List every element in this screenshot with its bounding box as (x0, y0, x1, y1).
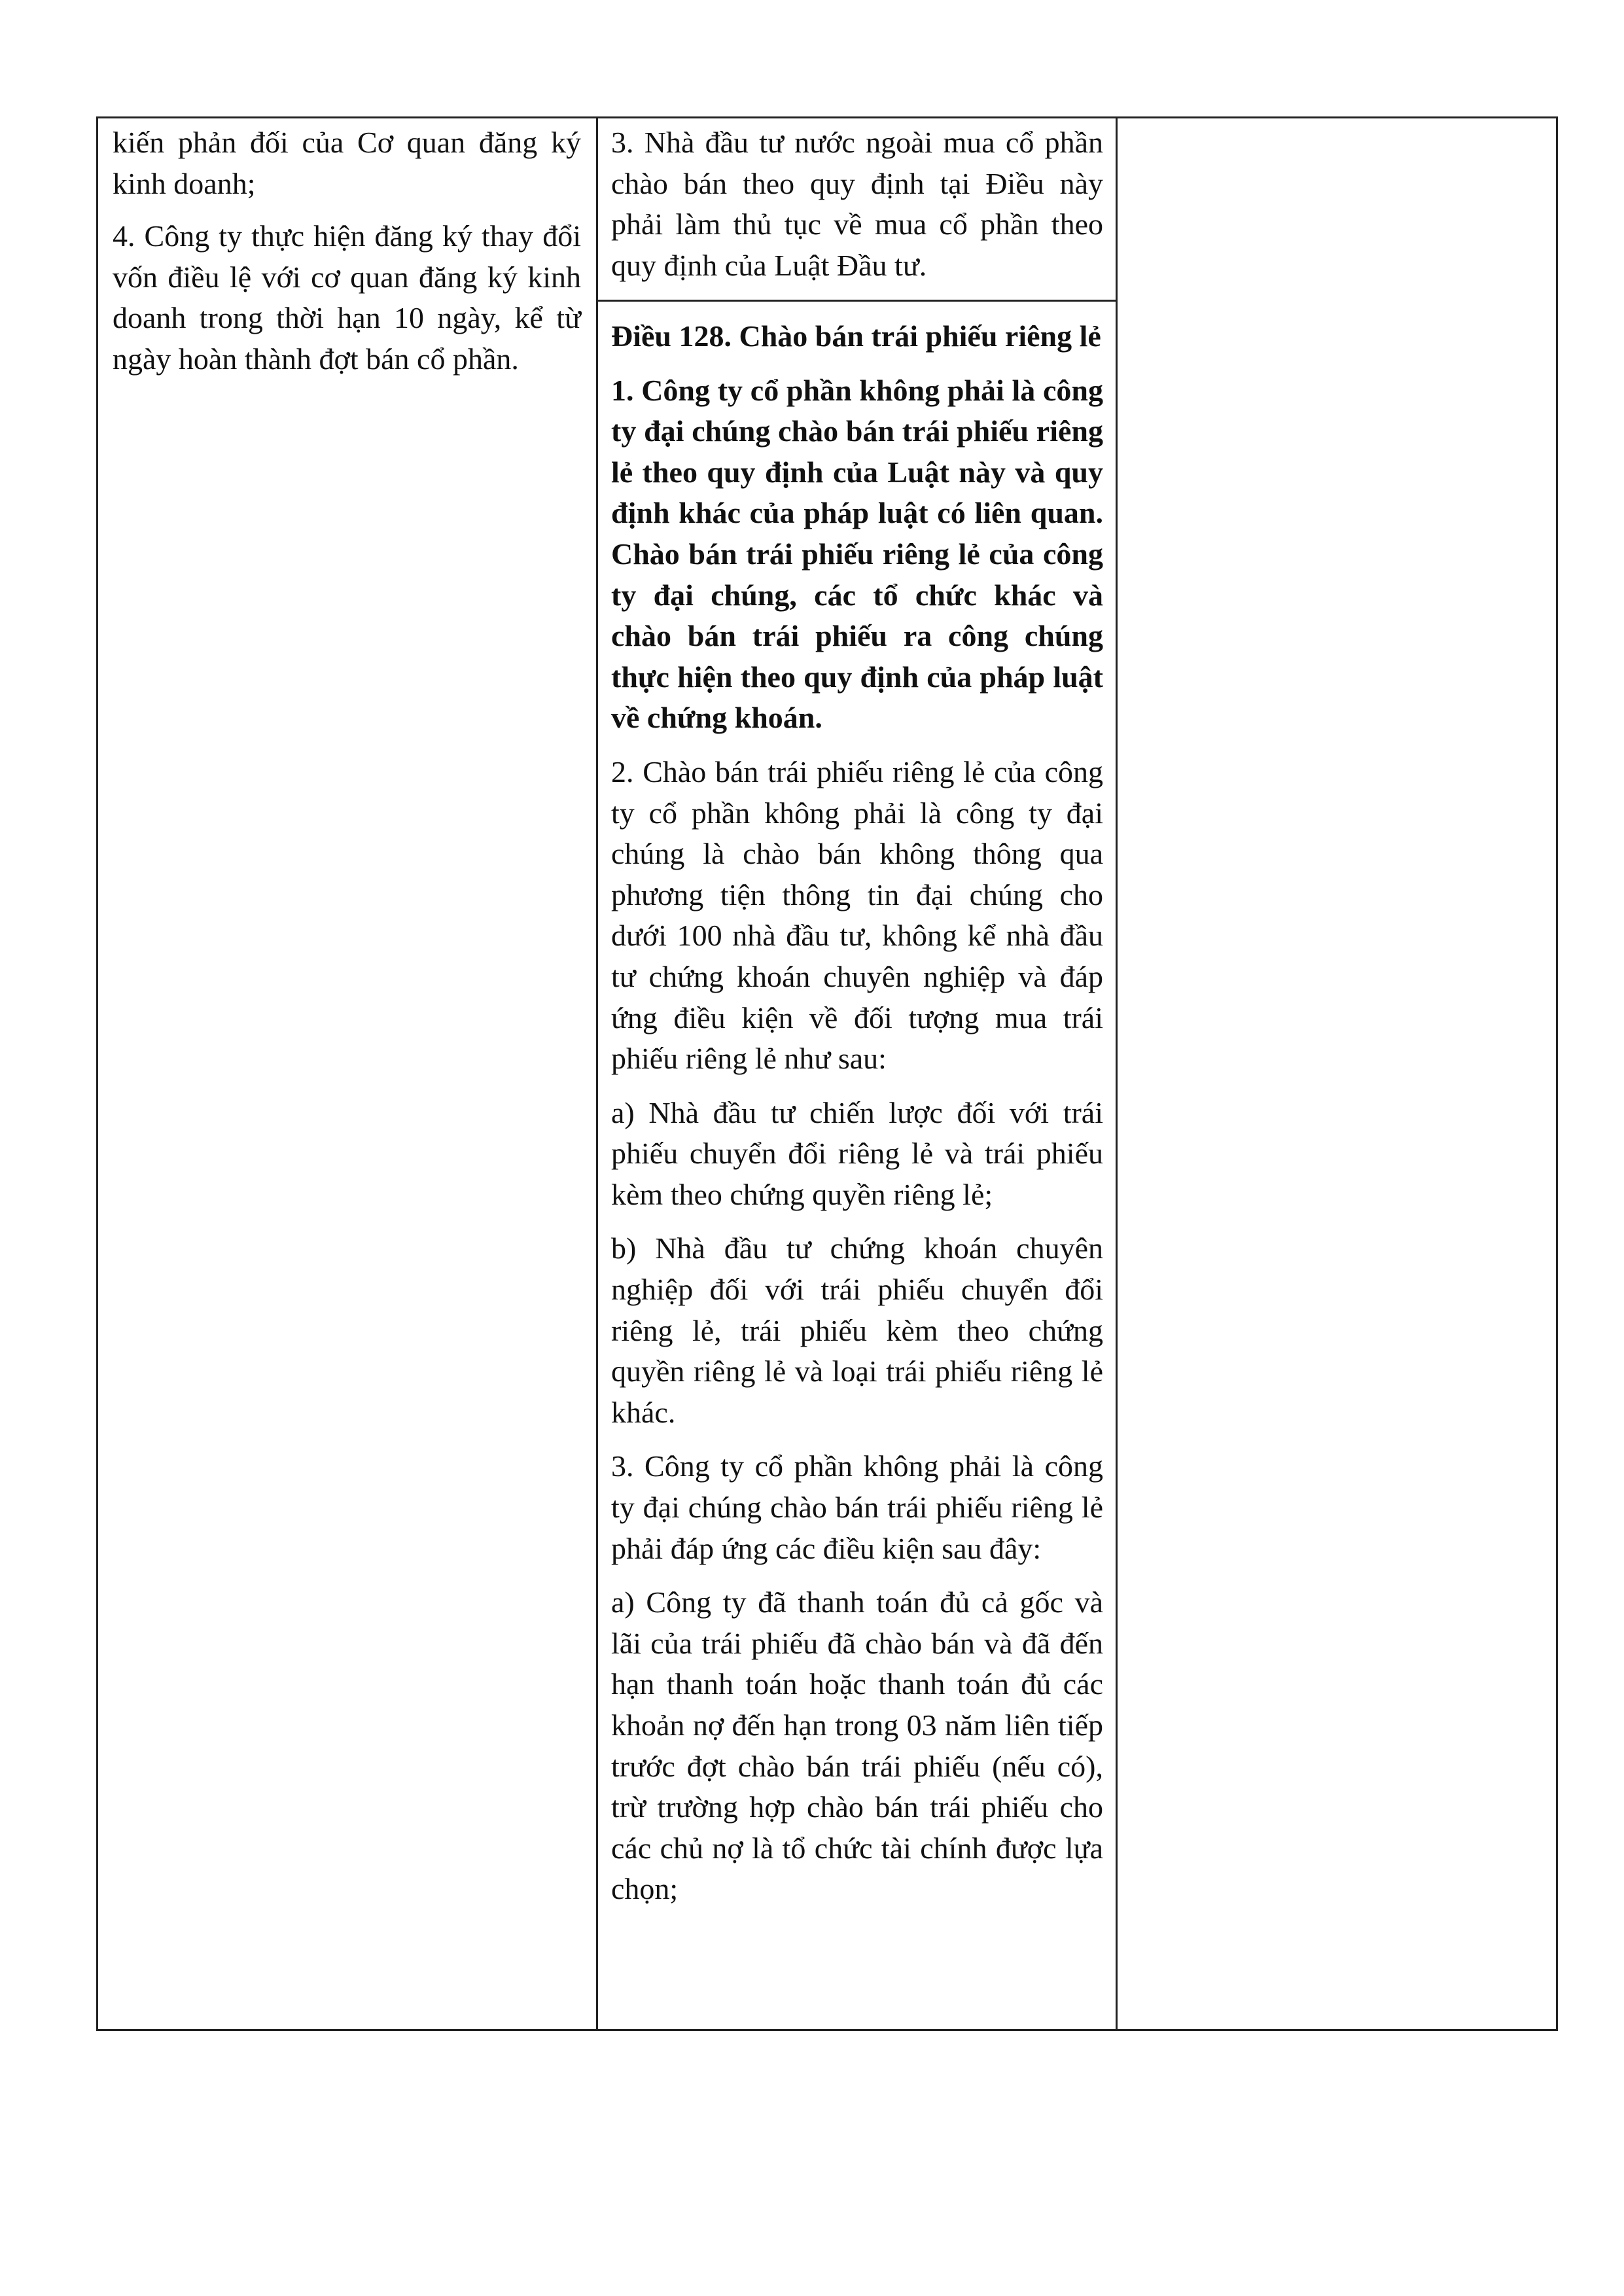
left-paragraph: kiến phản đối của Cơ quan đăng ký kinh doanh; (113, 126, 581, 200)
clause-2-paragraph: 2. Chào bán trái phiếu riêng lẻ của công ty cổ phần không phải là công ty đại chúng là chào bán không thông qua phương tiện thông tin đại chúng cho dưới 100 nhà đầu tư, không kể nhà đầu tư chứng khoán chuyên nghiệp và đáp ứng điều kiện về đối tượng mua trái phiếu riêng lẻ như sau: (611, 754, 1103, 1076)
middle-bottom-cell (611, 302, 1103, 1910)
clause-2b-paragraph: b) Nhà đầu tư chứng khoán chuyên nghiệp đối với trái phiếu chuyển đổi riêng lẻ, trái phiếu kèm theo chứng quyền riêng lẻ và loại trái phiếu riêng lẻ khác. (611, 1231, 1103, 1429)
article-heading: Điều 128. Chào bán trái phiếu riêng lẻ (611, 319, 1101, 353)
middle-top-cell (611, 118, 1103, 286)
left-column-cell (113, 118, 581, 392)
column-divider-left (596, 118, 598, 2029)
comparison-table (96, 116, 1558, 2031)
clause-3-paragraph: 3. Công ty cổ phần không phải là công ty đại chúng chào bán trái phiếu riêng lẻ phải đáp ứng các điều kiện sau đây: (611, 1449, 1103, 1565)
clause-3a-paragraph: a) Công ty đã thanh toán đủ cả gốc và lãi của trái phiếu đã chào bán và đã đến hạn thanh toán hoặc thanh toán đủ các khoản nợ đến hạn trong 03 năm liên tiếp trước đợt chào bán trái phiếu (nếu có), trừ trường hợp chào bán trái phiếu cho các chủ nợ là tổ chức tài chính được lựa chọn; (611, 1585, 1103, 1906)
clause-1-paragraph: 1. Công ty cổ phần không phải là công ty đại chúng chào bán trái phiếu riêng lẻ theo quy định của Luật này và quy định khác của pháp luật có liên quan. Chào bán trái phiếu riêng lẻ của công ty đại chúng, các tổ chức khác và chào bán trái phiếu ra công chúng thực hiện theo quy định của pháp luật về chứng khoán. (611, 373, 1103, 735)
left-paragraph: 4. Công ty thực hiện đăng ký thay đổi vốn điều lệ với cơ quan đăng ký kinh doanh trong thời hạn 10 ngày, kể từ ngày hoàn thành đợt bán cổ phần. (113, 219, 581, 376)
clause-2a-paragraph: a) Nhà đầu tư chiến lược đối với trái phiếu chuyển đổi riêng lẻ và trái phiếu kèm theo chứng quyền riêng lẻ; (611, 1095, 1103, 1211)
column-divider-right (1116, 118, 1118, 2029)
middle-top-paragraph: 3. Nhà đầu tư nước ngoài mua cổ phần chào bán theo quy định tại Điều này phải làm thủ tục về mua cổ phần theo quy định của Luật Đầu tư. (611, 126, 1103, 282)
